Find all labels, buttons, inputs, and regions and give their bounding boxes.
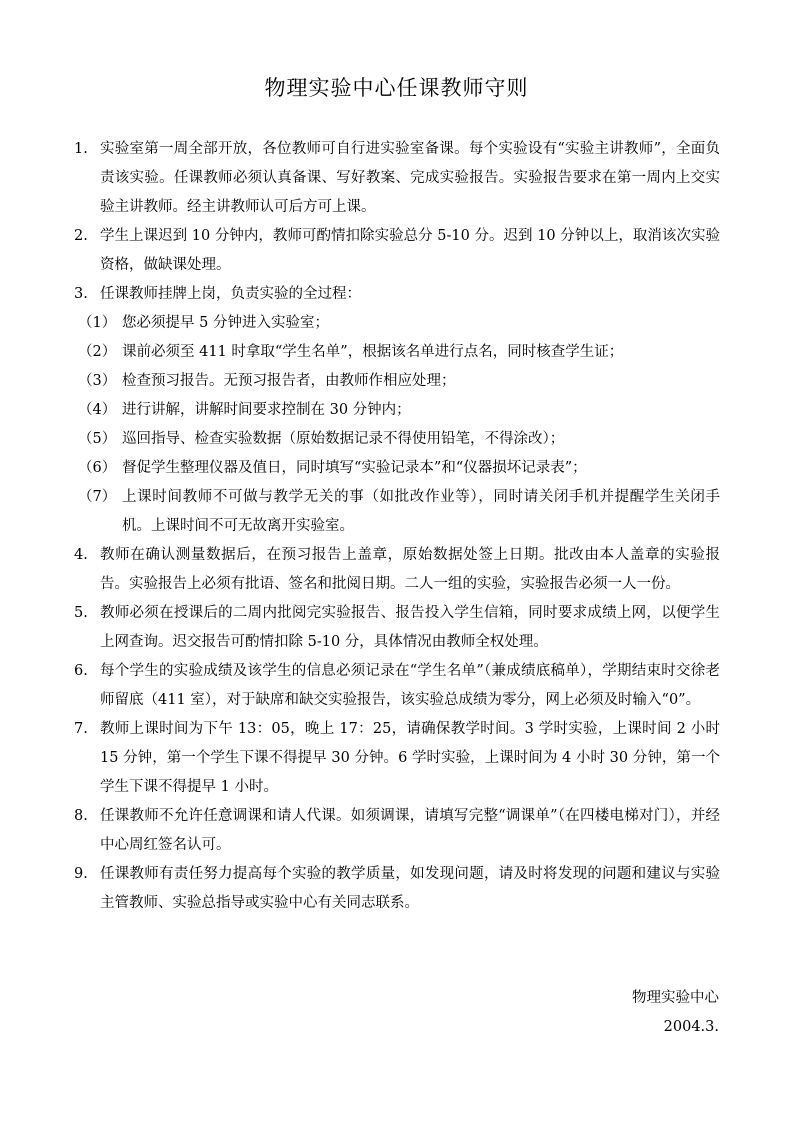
subrule-text: 巡回指导、检查实验数据（原始数据记录不得使用铅笔，不得涂改）； [122,431,565,447]
signature-block [632,984,719,1042]
rule-text: 实验室第一周全部开放，各位教师可自行进实验室备课。每个实验设有“实验主讲教师”，全面负责该实验。任课教师必须认真备课、写好教案、完成实验报告。实验报告要求在第一周内上交实验主讲教师。经主讲教师认可后方可上课。 [100,141,720,215]
rule-item-5 [74,599,720,657]
subrule-number: （7） [78,489,117,505]
rule-item-1 [74,135,720,222]
rule-number: 7. [74,721,88,737]
rule-item-6 [74,657,720,715]
rule-item-9 [74,860,720,918]
subrule-text: 您必须提早 5 分钟进入实验室； [122,315,329,331]
subrule-item-4 [74,396,720,425]
rule-number: 4. [74,547,88,563]
rule-text: 每个学生的实验成绩及该学生的信息必须记录在“学生名单”（兼成绩底稿单），学期结束时交徐老师留底（411 室），对于缺席和缺交实验报告，该实验总成绩为零分，网上必须及时输入“0”。 [100,663,720,708]
subrule-text: 课前必须至 411 时拿取“学生名单”，根据该名单进行点名，同时核查学生证； [122,344,624,360]
subrule-item-3 [74,367,720,396]
subrule-number: （2） [78,344,117,360]
subrule-number: （3） [78,373,117,389]
rule-number: 8. [74,808,88,824]
rule-number: 6. [74,663,88,679]
rule-number: 9. [74,866,88,882]
rule-text: 教师必须在授课后的二周内批阅完实验报告、报告投入学生信箱，同时要求成绩上网，以便学生上网查询。迟交报告可酌情扣除 5-10 分，具体情况由教师全权处理。 [100,605,720,650]
subrule-text: 检查预习报告。无预习报告者，由教师作相应处理； [122,373,456,389]
rule-number: 5. [74,605,88,621]
rule-number: 1. [74,141,88,157]
subrule-number: （4） [78,402,117,418]
rule-item-8 [74,802,720,860]
rule-item-2 [74,222,720,280]
page-title: 物理实验中心任课教师守则 [264,76,529,100]
rule-text: 学生上课迟到 10 分钟内，教师可酌情扣除实验总分 5-10 分。迟到 10 分钟以上，取消该次实验资格，做缺课处理。 [100,228,720,273]
signature-date: 2004.3. [663,1019,719,1035]
subrule-item-2 [74,338,720,367]
rule-text: 任课教师不允许任意调课和请人代课。如须调课，请填写完整“调课单”（在四楼电梯对门），并经中心周红签名认可。 [100,808,720,853]
subrule-text: 上课时间教师不可做与教学无关的事（如批改作业等），同时请关闭手机并提醒学生关闭手机。上课时间不可无故离开实验室。 [122,489,720,534]
rules-body [74,135,720,918]
subrule-text: 进行讲解，讲解时间要求控制在 30 分钟内； [122,402,411,418]
subrule-item-6 [74,454,720,483]
signature-org: 物理实验中心 [632,990,719,1006]
subrule-number: （5） [78,431,117,447]
subrule-item-1 [74,309,720,338]
rule-text: 任课教师有责任努力提高每个实验的教学质量，如发现问题，请及时将发现的问题和建议与实验主管教师、实验总指导或实验中心有关同志联系。 [100,866,720,911]
subrule-item-7 [74,483,720,541]
rule-text: 教师上课时间为下午 13：05，晚上 17：25，请确保教学时间。3 学时实验，上课时间 2 小时 15 分钟，第一个学生下课不得提早 30 分钟。6 学时实验，上课时间为 4 小时 30 分钟，第一个学生下课不得提早 1 小时。 [100,721,720,795]
rule-number: 3. [74,286,88,302]
rule-number: 2. [74,228,88,244]
rule-item-3 [74,280,720,309]
rule-item-4 [74,541,720,599]
subrule-text: 督促学生整理仪器及值日，同时填写“实验记录本”和“仪器损坏记录表”； [122,460,587,476]
subrule-number: （1） [78,315,117,331]
subrule-item-5 [74,425,720,454]
rule-text: 任课教师挂牌上岗，负责实验的全过程： [100,286,361,302]
rule-item-7 [74,715,720,802]
rule-text: 教师在确认测量数据后，在预习报告上盖章，原始数据处签上日期。批改由本人盖章的实验报告。实验报告上必须有批语、签名和批阅日期。二人一组的实验，实验报告必须一人一份。 [100,547,720,592]
subrule-number: （6） [78,460,117,476]
